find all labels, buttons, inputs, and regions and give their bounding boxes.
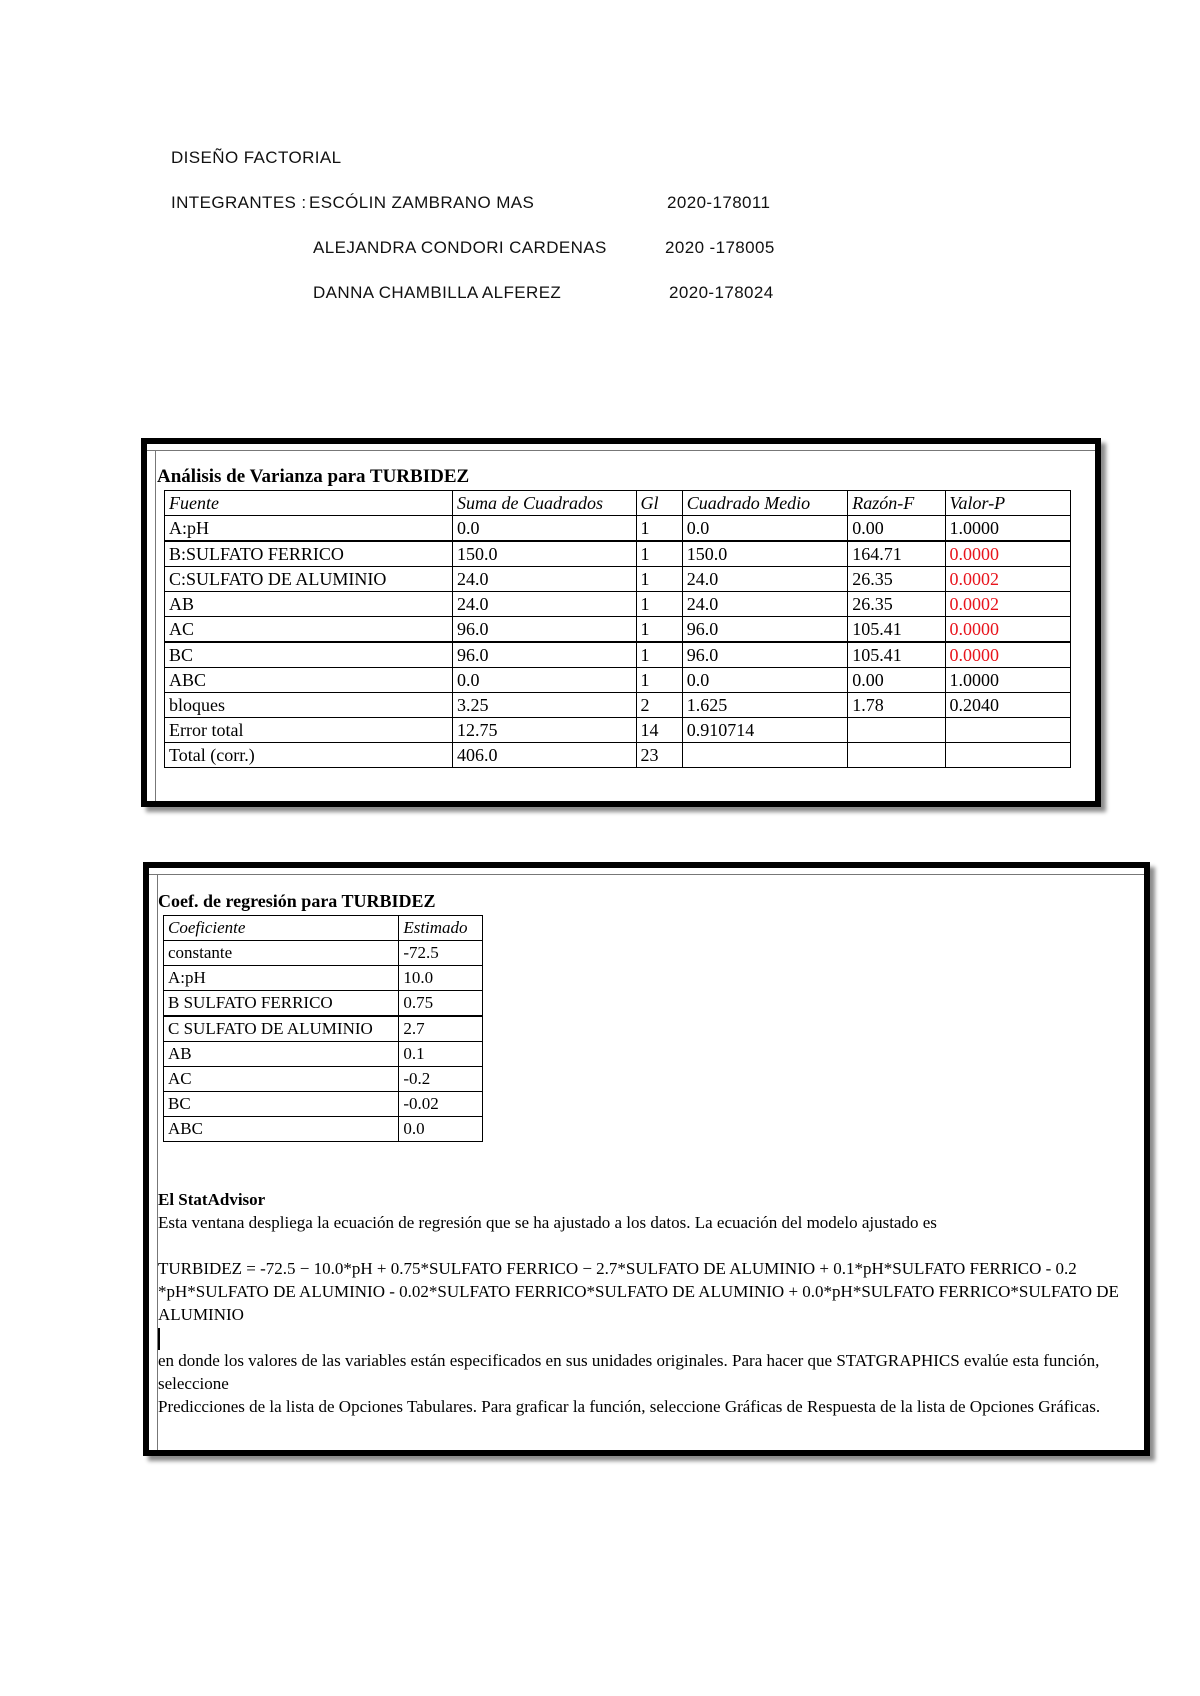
table-cell: 0.1	[399, 1042, 483, 1067]
member-name-2: ALEJANDRA CONDORI CARDENAS	[313, 238, 607, 257]
table-cell: A:pH	[165, 516, 453, 542]
table-cell: 0.2040	[945, 693, 1070, 718]
table-cell: 150.0	[452, 541, 636, 567]
table-cell: 24.0	[682, 592, 848, 617]
table-cell: B SULFATO FERRICO	[164, 991, 399, 1017]
regression-table	[163, 915, 483, 1142]
table-row	[165, 541, 1071, 567]
table-cell: 0.910714	[682, 718, 848, 743]
table-cell: AC	[165, 617, 453, 643]
table-cell: 0.0000	[945, 617, 1070, 643]
table-cell: 96.0	[682, 617, 848, 643]
table-cell: 0.0	[399, 1117, 483, 1142]
table-cell	[945, 743, 1070, 768]
table-cell: C SULFATO DE ALUMINIO	[164, 1016, 399, 1042]
table-cell: 26.35	[848, 592, 945, 617]
member-code-2: 2020 -178005	[665, 238, 775, 257]
table-cell: 1	[636, 642, 682, 668]
table-cell: 12.75	[452, 718, 636, 743]
table-cell	[848, 743, 945, 768]
table-cell: -72.5	[399, 941, 483, 966]
member-code-3: 2020-178024	[669, 283, 774, 302]
table-cell: ABC	[164, 1117, 399, 1142]
table-cell: 3.25	[452, 693, 636, 718]
member-code-1: 2020-178011	[667, 193, 771, 212]
anova-title: Análisis de Varianza para TURBIDEZ	[157, 466, 470, 487]
table-cell: 14	[636, 718, 682, 743]
anova-column-header: Suma de Cuadrados	[452, 491, 636, 516]
table-cell: 105.41	[848, 617, 945, 643]
advisor-note-line-1: en donde los valores de las variables están especificados en sus unidades originales. Para hacer que STATGRAPHICS evalúe esta función, seleccione	[158, 1351, 1100, 1393]
table-cell: -0.02	[399, 1092, 483, 1117]
regression-column-header: Coeficiente	[164, 916, 399, 941]
table-cell: 0.0000	[945, 642, 1070, 668]
panel-inner-border	[147, 450, 1095, 451]
table-row	[165, 718, 1071, 743]
table-cell: 1	[636, 592, 682, 617]
table-cell: AC	[164, 1067, 399, 1092]
table-cell: -0.2	[399, 1067, 483, 1092]
table-cell: 96.0	[452, 642, 636, 668]
table-cell: 1.625	[682, 693, 848, 718]
table-row	[164, 1117, 483, 1142]
anova-table	[164, 490, 1071, 768]
regression-panel	[143, 862, 1150, 1456]
table-cell: 2	[636, 693, 682, 718]
table-row	[165, 693, 1071, 718]
table-cell: 96.0	[452, 617, 636, 643]
table-cell: 23	[636, 743, 682, 768]
table-cell: 1.0000	[945, 516, 1070, 542]
regression-header-row	[164, 916, 483, 941]
table-cell: 0.75	[399, 991, 483, 1017]
table-cell	[945, 718, 1070, 743]
table-row	[165, 516, 1071, 542]
advisor-heading: El StatAdvisor	[158, 1190, 266, 1209]
table-cell: ABC	[165, 668, 453, 693]
table-row	[164, 1042, 483, 1067]
table-cell: 0.0002	[945, 592, 1070, 617]
text-cursor	[158, 1328, 160, 1350]
table-cell: 96.0	[682, 642, 848, 668]
table-cell: constante	[164, 941, 399, 966]
advisor-equation-line-1: TURBIDEZ = -72.5 − 10.0*pH + 0.75*SULFATO FERRICO − 2.7*SULFATO DE ALUMINIO + 0.1*pH*SULFATO FERRICO - 0.2	[158, 1259, 1077, 1278]
table-cell: 1	[636, 617, 682, 643]
members-label: INTEGRANTES :	[171, 193, 307, 212]
table-cell: BC	[165, 642, 453, 668]
table-cell: 1	[636, 668, 682, 693]
table-cell: 26.35	[848, 567, 945, 592]
table-cell: BC	[164, 1092, 399, 1117]
table-row	[165, 567, 1071, 592]
regression-title: Coef. de regresión para TURBIDEZ	[158, 891, 436, 911]
member-name-3: DANNA CHAMBILLA ALFEREZ	[313, 283, 562, 302]
table-cell: A:pH	[164, 966, 399, 991]
anova-column-header: Fuente	[165, 491, 453, 516]
table-cell: Total (corr.)	[165, 743, 453, 768]
table-cell: 0.0	[452, 516, 636, 542]
advisor-note-line-2: Predicciones de la lista de Opciones Tabulares. Para graficar la función, seleccione Gráficas de Respuesta de la lista de Opciones Gráficas.	[158, 1397, 1101, 1416]
table-cell: 0.0002	[945, 567, 1070, 592]
table-row	[164, 941, 483, 966]
table-cell: 1	[636, 516, 682, 542]
table-row	[164, 991, 483, 1017]
table-row	[164, 1092, 483, 1117]
table-cell: 0.0000	[945, 541, 1070, 567]
stat-advisor	[158, 1188, 1138, 1418]
panel-inner-border	[149, 874, 1144, 875]
table-cell	[682, 743, 848, 768]
anova-panel	[141, 438, 1101, 807]
table-cell: C:SULFATO DE ALUMINIO	[165, 567, 453, 592]
table-cell: 105.41	[848, 642, 945, 668]
table-row	[165, 743, 1071, 768]
panel-inner-border-left	[155, 450, 156, 801]
table-cell: bloques	[165, 693, 453, 718]
table-cell: Error total	[165, 718, 453, 743]
anova-column-header: Cuadrado Medio	[682, 491, 848, 516]
table-cell: 0.0	[682, 516, 848, 542]
member-name-1: ESCÓLIN ZAMBRANO MAS	[309, 193, 535, 212]
table-row	[165, 642, 1071, 668]
table-row	[164, 1016, 483, 1042]
table-cell: 24.0	[682, 567, 848, 592]
table-cell: 0.00	[848, 668, 945, 693]
table-row	[164, 1067, 483, 1092]
table-cell: 1.78	[848, 693, 945, 718]
table-cell: B:SULFATO FERRICO	[165, 541, 453, 567]
table-cell: AB	[164, 1042, 399, 1067]
table-cell: 24.0	[452, 567, 636, 592]
table-cell: 150.0	[682, 541, 848, 567]
table-cell: 24.0	[452, 592, 636, 617]
advisor-equation-line-2: *pH*SULFATO DE ALUMINIO - 0.02*SULFATO FERRICO*SULFATO DE ALUMINIO + 0.0*pH*SULFATO FERRICO*SULFATO DE	[158, 1282, 1119, 1301]
anova-column-header: Razón-F	[848, 491, 945, 516]
table-cell: 0.0	[452, 668, 636, 693]
advisor-equation-line-3: ALUMINIO	[158, 1305, 244, 1324]
table-row	[165, 592, 1071, 617]
table-row	[165, 668, 1071, 693]
table-cell: 0.0	[682, 668, 848, 693]
advisor-intro: Esta ventana despliega la ecuación de regresión que se ha ajustado a los datos. La ecuación del modelo ajustado es	[158, 1213, 937, 1232]
table-cell: 1	[636, 541, 682, 567]
table-cell: 10.0	[399, 966, 483, 991]
table-row	[165, 617, 1071, 643]
table-cell: 406.0	[452, 743, 636, 768]
anova-header-row	[165, 491, 1071, 516]
anova-column-header: Valor-P	[945, 491, 1070, 516]
regression-column-header: Estimado	[399, 916, 483, 941]
table-cell	[848, 718, 945, 743]
anova-column-header: Gl	[636, 491, 682, 516]
table-cell: 1	[636, 567, 682, 592]
table-cell: 0.00	[848, 516, 945, 542]
document-title: DISEÑO FACTORIAL	[171, 148, 342, 167]
table-cell: 164.71	[848, 541, 945, 567]
table-cell: AB	[165, 592, 453, 617]
table-row	[164, 966, 483, 991]
table-cell: 2.7	[399, 1016, 483, 1042]
table-cell: 1.0000	[945, 668, 1070, 693]
